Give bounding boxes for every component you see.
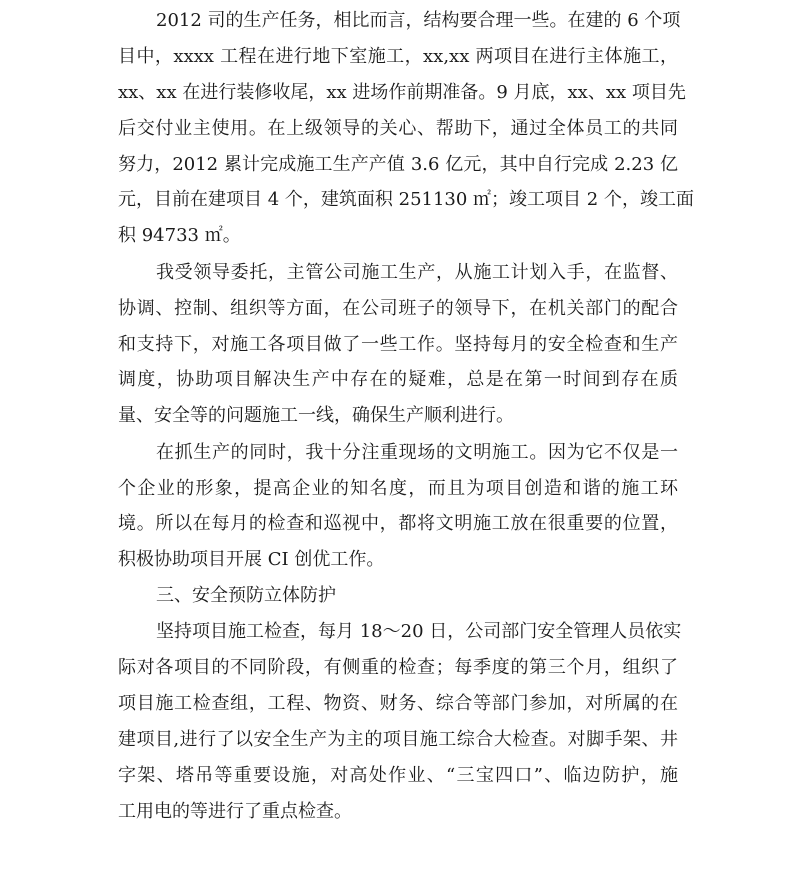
text-line: 目中，xxxx 工程在进行地下室施工，xx,xx 两项目在进行主体施工， bbox=[118, 46, 678, 67]
text-line: 积极协助项目开展 CI 创优工作。 bbox=[118, 549, 385, 570]
text-line: 境。所以在每月的检查和巡视中，都将文明施工放在很重要的位置， bbox=[118, 513, 678, 534]
text-line: 坚持项目施工检查，每月 18～20 日，公司部门安全管理人员依实 bbox=[156, 621, 682, 642]
text-line: 后交付业主使用。在上级领导的关心、帮助下，通过全体员工的共同 bbox=[118, 118, 678, 139]
text-line: 个企业的形象，提高企业的知名度，而且为项目创造和谐的施工环 bbox=[118, 478, 678, 499]
text-line: 努力，2012 累计完成施工生产产值 3.6 亿元，其中自行完成 2.23 亿 bbox=[118, 154, 678, 175]
text-line: 协调、控制、组织等方面，在公司班子的领导下，在机关部门的配合 bbox=[118, 298, 678, 319]
text-line: 我受领导委托，主管公司施工生产，从施工计划入手，在监督、 bbox=[156, 262, 678, 283]
text-line: xx、xx 在进行装修收尾，xx 进场作前期准备。9 月底，xx、xx 项目先 bbox=[118, 82, 686, 103]
section-heading: 三、安全预防立体防护 bbox=[156, 585, 336, 606]
text-line: 和支持下，对施工各项目做了一些工作。坚持每月的安全检查和生产 bbox=[118, 334, 678, 355]
text-line: 调度，协助项目解决生产中存在的疑难，总是在第一时间到存在质 bbox=[118, 369, 678, 390]
text-line: 工用电的等进行了重点检查。 bbox=[118, 801, 352, 822]
text-line: 际对各项目的不同阶段，有侧重的检查；每季度的第三个月，组织了 bbox=[118, 657, 678, 678]
text-line: 建项目,进行了以安全生产为主的项目施工综合大检查。对脚手架、井 bbox=[118, 729, 678, 750]
text-line: 积 94733 ㎡。 bbox=[118, 225, 241, 246]
text-line: 元，目前在建项目 4 个，建筑面积 251130 ㎡；竣工项目 2 个，竣工面 bbox=[118, 189, 694, 210]
text-line: 字架、塔吊等重要设施，对高处作业、“三宝四口”、临边防护，施 bbox=[118, 765, 678, 786]
text-line: 项目施工检查组，工程、物资、财务、综合等部门参加，对所属的在 bbox=[118, 693, 678, 714]
text-line: 在抓生产的同时，我十分注重现场的文明施工。因为它不仅是一 bbox=[156, 442, 678, 463]
text-line: 量、安全等的问题施工一线，确保生产顺利进行。 bbox=[118, 405, 514, 426]
text-line: 2012 司的生产任务，相比而言，结构要合理一些。在建的 6 个项 bbox=[156, 10, 681, 31]
